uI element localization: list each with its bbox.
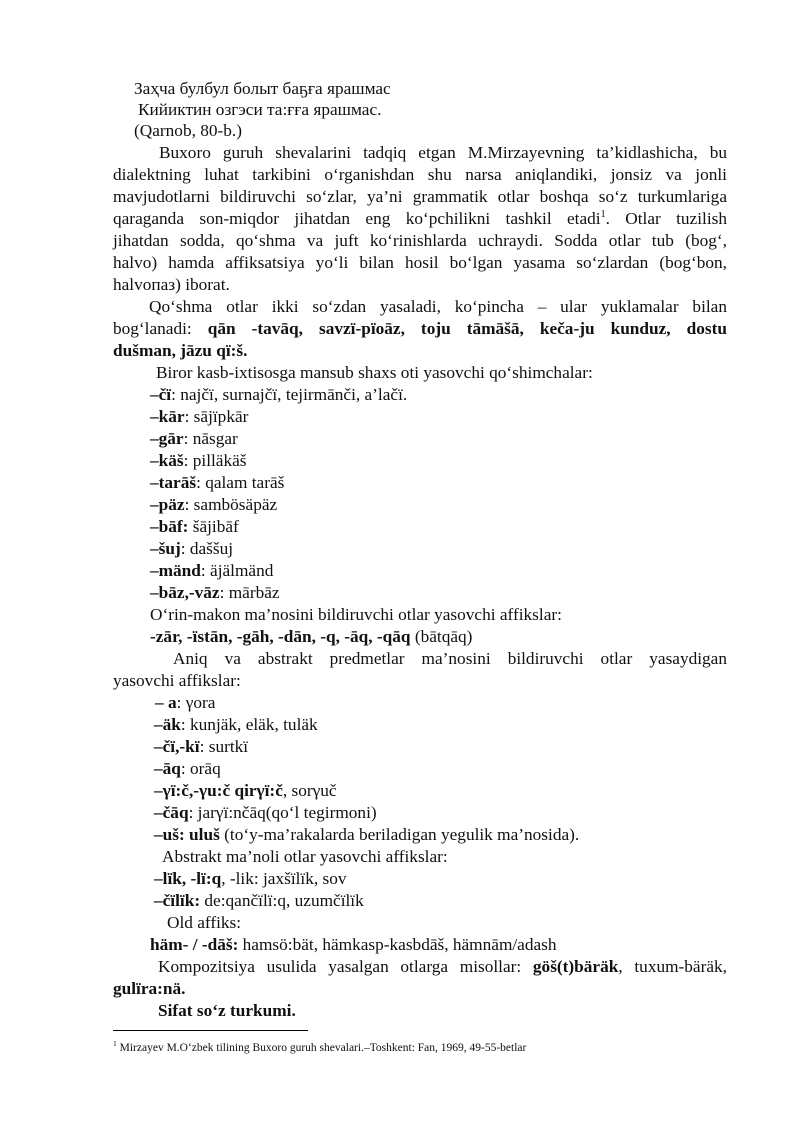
list-item: –čï,-kï: surtkï	[154, 737, 249, 756]
composition-line-1: Kompozitsiya usulida yasalgan otlarga misollar: göš(t)bäräk, tuxum-bäräk,	[158, 957, 727, 976]
place-intro: O‘rin-makon ma’nosini bildiruvchi otlar yasovchi affikslar:	[150, 605, 562, 624]
list-item: –bāz,-vāz: mārbāz	[150, 583, 280, 602]
list-item: –šuj: daššuj	[150, 539, 234, 558]
abstract-intro: Abstrakt ma’noli otlar yasovchi affikslar:	[162, 847, 448, 866]
old-affix-line: häm- / -dāš: hamsö:bät, hämkasp-kasbdāš, hämnām/adash	[150, 935, 557, 954]
footnote: $^1$ Mirzayev M.O‘zbek tilining Buxoro guruh shevalari.–Toshkent: Fan, 1969, 49-55-betlar	[113, 1039, 527, 1054]
concrete-line-1: Aniq va abstrakt predmetlar ma’nosini bildiruvchi otlar yasaydigan	[173, 649, 727, 668]
list-item: –äk: kunjäk, eläk, tuläk	[154, 715, 318, 734]
list-item: –bāf: šājibāf	[150, 517, 239, 536]
section-heading: Sifat so‘z turkumi.	[158, 1001, 296, 1020]
list-item: –tarāš: qalam tarāš	[150, 473, 285, 492]
footnote-ref[interactable]: 1	[600, 209, 606, 221]
list-item: –čāq: jarγï:nčāq(qo‘l tegirmoni)	[154, 803, 377, 822]
concrete-line-2: yasovchi affikslar:	[113, 671, 241, 690]
list-item: –käš: pilläkäš	[150, 451, 247, 470]
para2-line-3: dušman, jāzu qï:š.	[113, 341, 248, 360]
list-item: – a: γora	[155, 693, 216, 712]
para1-line-2: dialektning luhat tarkibini o‘rganishdan shu narsa aniqlandiki, jonsiz va jonli	[113, 165, 727, 184]
para2-line-2: bog‘lanadi: qān -tavāq, savzï-pïoāz, toju tāmāšā, keča-ju kunduz, dostu	[113, 319, 727, 338]
list-item: –čï: najčï, surnajčï, tejirmānči, a’lačï.	[150, 385, 408, 404]
footnote-divider	[113, 1030, 308, 1031]
list-item: –γï:č,-γu:č qirγï:č, sorγuč	[154, 781, 337, 800]
composition-line-2: gulïra:nä.	[113, 979, 186, 998]
poem-line-2: Кийиктин озгэси та:ғға ярашмас.	[138, 100, 382, 119]
poem-source: (Qarnob, 80-b.)	[134, 121, 242, 140]
para1-line-5: jihatdan sodda, qo‘shma va juft ko‘rinishlarda uchraydi. Sodda otlar tub (bog‘,	[113, 231, 727, 250]
list-item: –āq: orāq	[154, 759, 221, 778]
list-item: –kār: sājïpkār	[150, 407, 249, 426]
list-item: –lïk, -lï:q, -lik: jaxšïlïk, sov	[154, 869, 347, 888]
para1-line-1: Buxoro guruh shevalarini tadqiq etgan M.Mirzayevning ta’kidlashicha, bu	[159, 143, 727, 162]
para1-line-7: halvопаз) iborat.	[113, 275, 230, 294]
list-item: –uš: uluš (to‘y-ma’rakalarda beriladigan yegulik ma’nosida).	[154, 825, 580, 844]
para1-line-4: qaraganda son-miqdor jihatdan eng ko‘pchilikni tashkil etadi$^1$. Otlar tuzilish	[113, 209, 727, 228]
list-item: –mänd: äjälmänd	[150, 561, 274, 580]
para1-line-3: mavjudotlarni bildiruvchi so‘zlar, ya’ni grammatik otlar boshqa so‘z turkumlariga	[113, 187, 727, 206]
list-item: –päz: sambösäpäz	[150, 495, 278, 514]
profession-intro: Biror kasb-ixtisosga mansub shaxs oti yasovchi qo‘shimchalar:	[156, 363, 593, 382]
list-item: –gār: nāsgar	[150, 429, 238, 448]
para2-line-1: Qo‘shma otlar ikki so‘zdan yasaladi, ko‘pincha – ular yuklamalar bilan	[149, 297, 727, 316]
old-affix-label: Old affiks:	[167, 913, 242, 932]
place-affixes: -zār, -ïstān, -gāh, -dān, -q, -āq, -qāq (bātqāq)	[150, 627, 473, 646]
list-item: –čïlïk: de:qančïlï:q, uzumčïlïk	[154, 891, 364, 910]
poem-line-1: Заҳча булбул болыт баҕға ярашмас	[134, 79, 391, 98]
para1-line-6: halvo) hamda affiksatsiya yo‘li bilan hosil bo‘lgan yasama so‘zlardan (bog‘bon,	[113, 253, 727, 272]
